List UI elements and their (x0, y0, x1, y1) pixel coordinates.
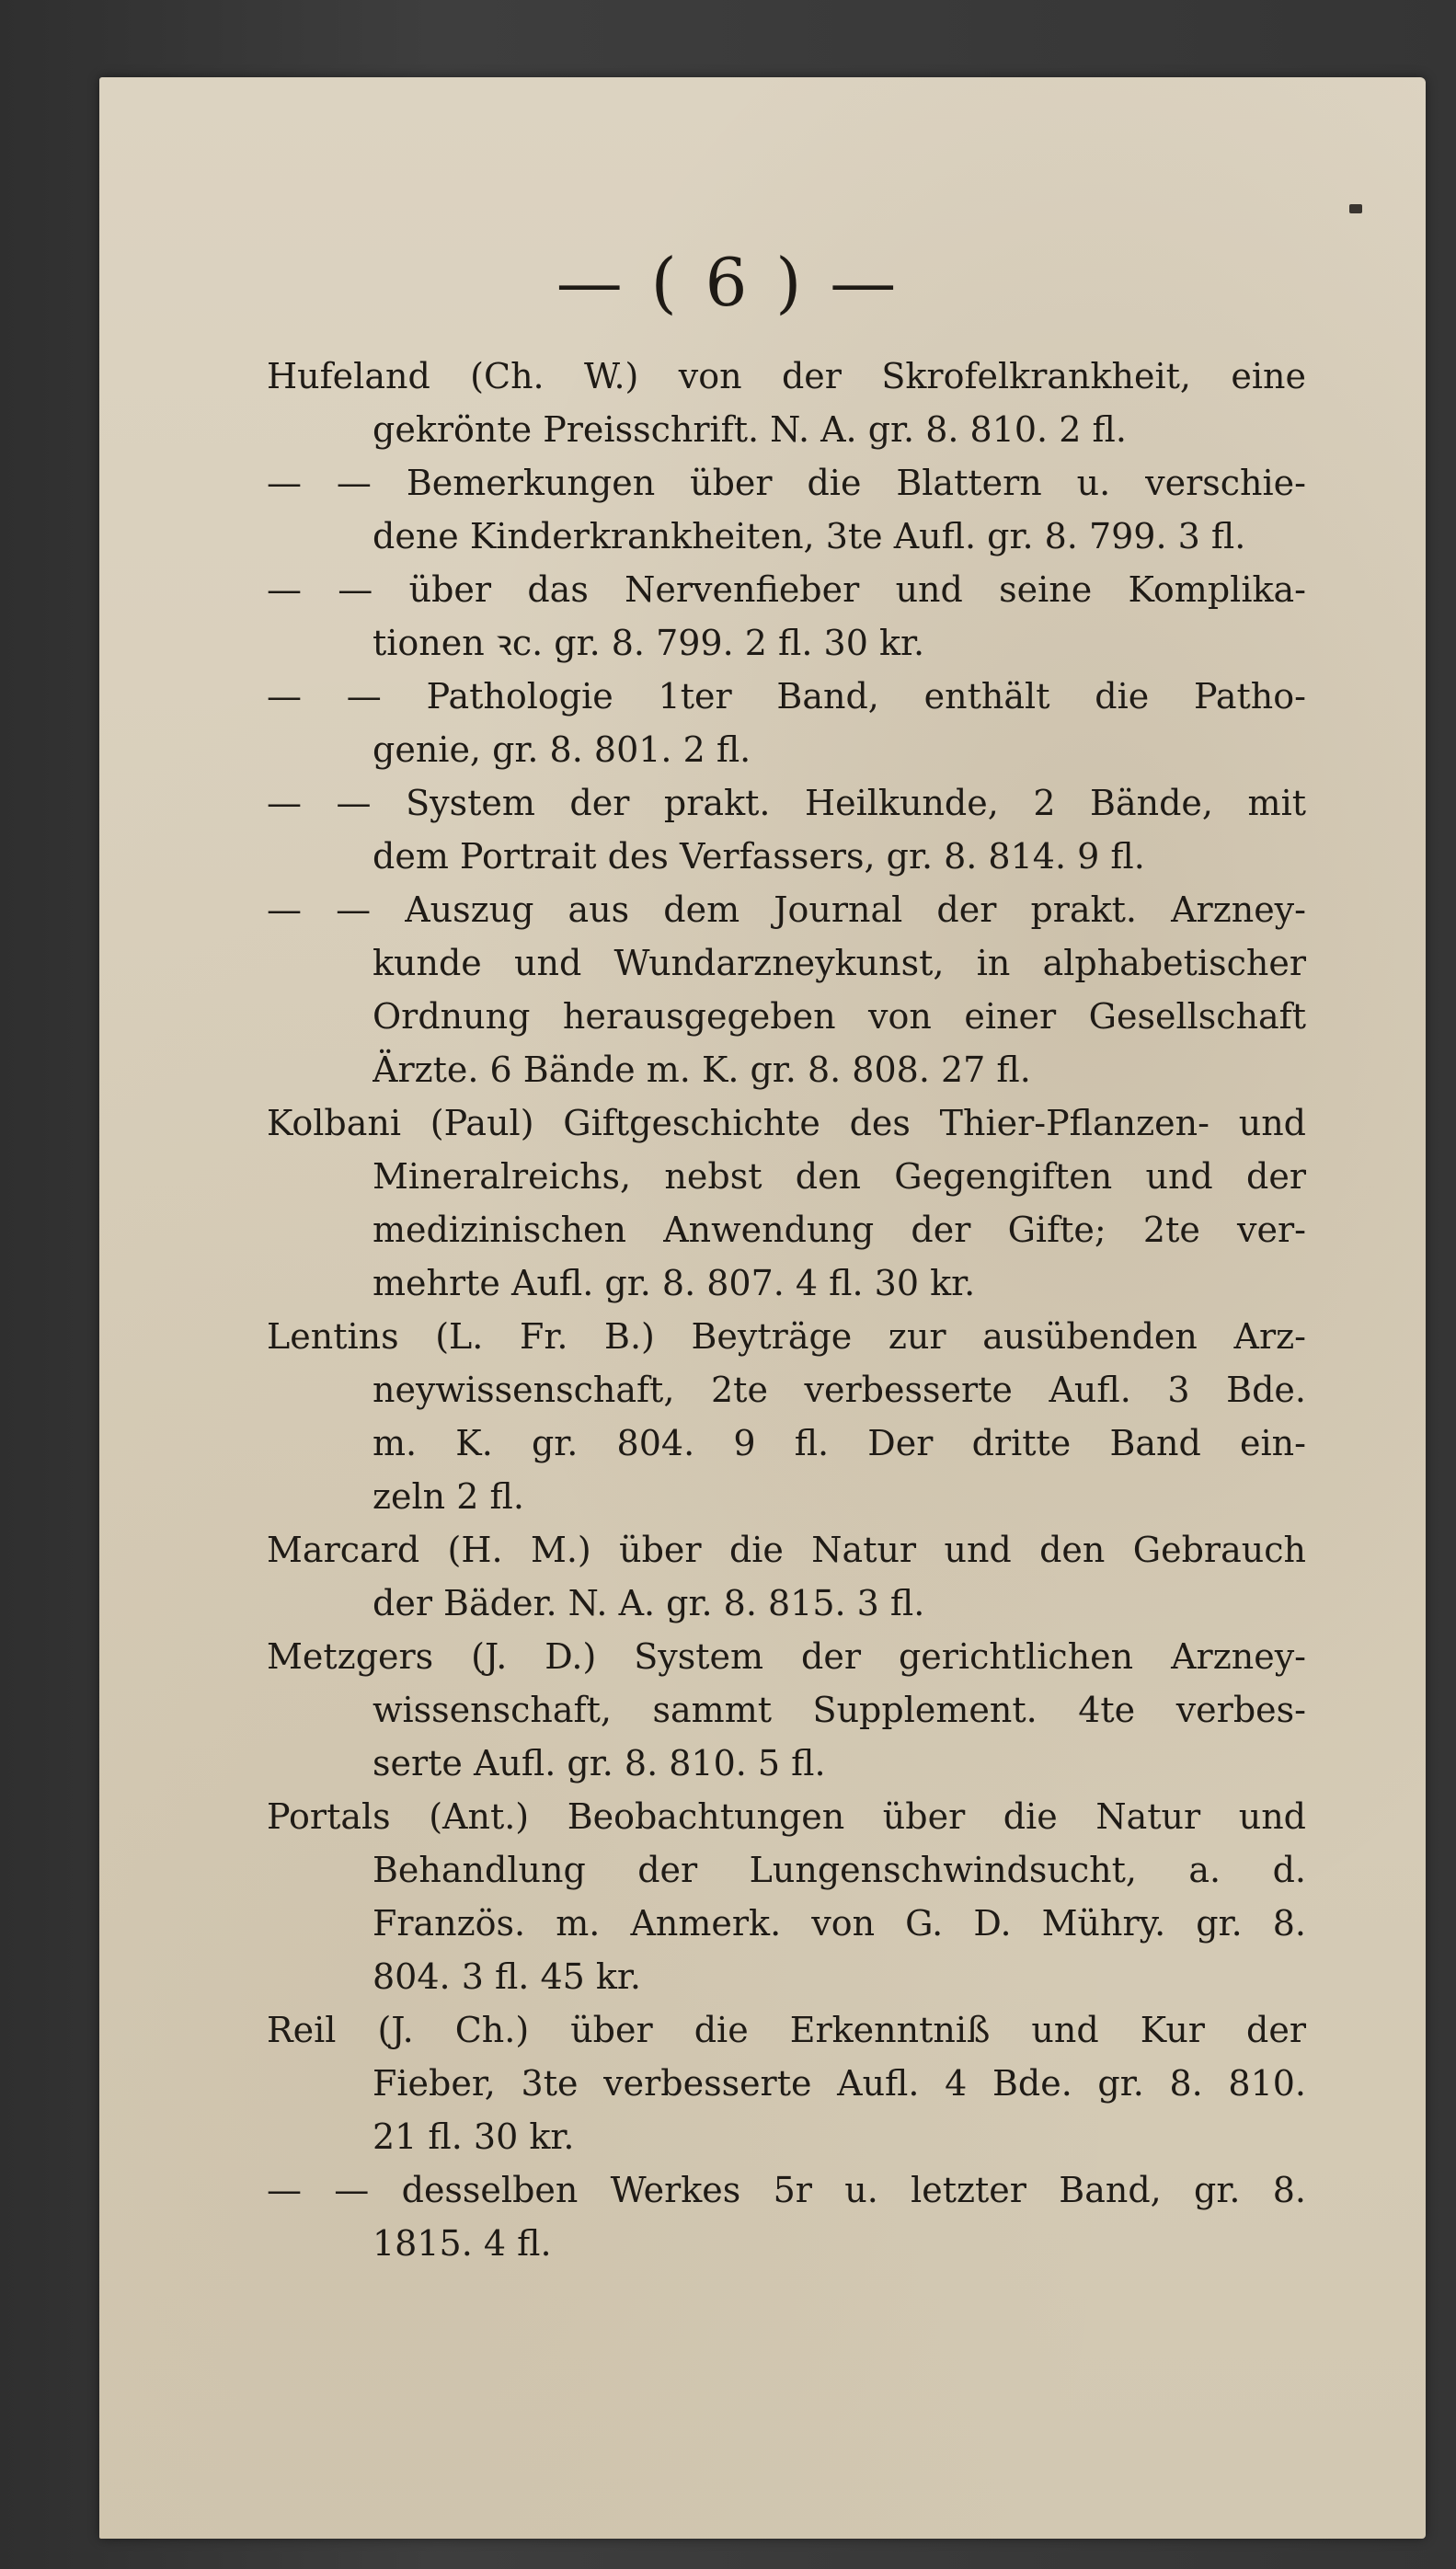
entry-line: Französ. m. Anmerk. von G. D. Mühry. gr. 8. (373, 1903, 1306, 1944)
entry-line: Fieber, 3te verbesserte Aufl. 4 Bde. gr. 8. 810. (373, 2063, 1306, 2104)
entry-line: kunde und Wundarzneykunst, in alphabetischer (373, 943, 1306, 983)
entry-line: 1815. 4 fl. (373, 2223, 552, 2264)
entry-line: Ordnung herausgegeben von einer Gesellschaft (373, 996, 1306, 1037)
entry-line: zeln 2 fl. (373, 1476, 524, 1517)
book-list (267, 350, 1306, 2270)
list-entry (267, 776, 1306, 883)
entry-line: genie, gr. 8. 801. 2 fl. (373, 729, 751, 770)
entry-line: der Bäder. N. A. gr. 8. 815. 3 fl. (373, 1583, 925, 1623)
entry-line: medizinischen Anwendung der Gifte; 2te ver- (373, 1210, 1306, 1250)
entry-line: Behandlung der Lungenschwindsucht, a. d. (373, 1850, 1306, 1890)
list-entry (267, 1630, 1306, 1790)
entry-line: Mineralreichs, nebst den Gegengiften und der (373, 1156, 1306, 1197)
entry-line: — — Auszug aus dem Journal der prakt. Arzney- (267, 889, 1306, 930)
entry-line: — — desselben Werkes 5r u. letzter Band, gr. 8. (267, 2170, 1306, 2210)
entry-line: — — über das Nervenfieber und seine Komplika- (267, 569, 1306, 610)
list-entry (267, 350, 1306, 456)
entry-line: Lentins (L. Fr. B.) Beyträge zur ausübenden Arz- (267, 1316, 1306, 1357)
entry-line: Reil (J. Ch.) über die Erkenntniß und Kur der (267, 2010, 1306, 2050)
entry-line: Metzgers (J. D.) System der gerichtlichen Arzney- (267, 1636, 1306, 1677)
entry-line: dene Kinderkrankheiten, 3te Aufl. gr. 8. 799. 3 fl. (373, 516, 1246, 556)
entry-line: — — System der prakt. Heilkunde, 2 Bände, mit (267, 783, 1306, 823)
list-entry (267, 1523, 1306, 1630)
list-entry (267, 1790, 1306, 2003)
entry-line: Portals (Ant.) Beobachtungen über die Natur und (267, 1796, 1306, 1837)
entry-line: m. K. gr. 804. 9 fl. Der dritte Band ein- (373, 1423, 1306, 1463)
page-number: — ( 6 ) — (556, 244, 900, 321)
list-entry (267, 563, 1306, 670)
entry-line: dem Portrait des Verfassers, gr. 8. 814. 9 fl. (373, 836, 1145, 877)
list-entry (267, 670, 1306, 776)
entry-line: serte Aufl. gr. 8. 810. 5 fl. (373, 1743, 826, 1783)
list-entry (267, 2163, 1306, 2270)
list-entry (267, 2003, 1306, 2163)
entry-line: Kolbani (Paul) Giftgeschichte des Thier-Pflanzen- und (267, 1103, 1306, 1143)
entry-line: 804. 3 fl. 45 kr. (373, 1956, 641, 1997)
entry-line: Hufeland (Ch. W.) von der Skrofelkrankheit, eine (267, 356, 1306, 396)
list-entry (267, 456, 1306, 563)
entry-line: — — Pathologie 1ter Band, enthält die Patho- (267, 676, 1306, 717)
list-entry (267, 1096, 1306, 1310)
entry-line: wissenschaft, sammt Supplement. 4te verbes- (373, 1690, 1306, 1730)
entry-line: neywissenschaft, 2te verbesserte Aufl. 3 Bde. (373, 1370, 1306, 1410)
ink-speck (1349, 204, 1362, 213)
entry-line: mehrte Aufl. gr. 8. 807. 4 fl. 30 kr. (373, 1263, 976, 1303)
list-entry (267, 1310, 1306, 1523)
entry-line: Marcard (H. M.) über die Natur und den Gebrauch (267, 1530, 1306, 1570)
entry-line: Ärzte. 6 Bände m. K. gr. 8. 808. 27 fl. (373, 1049, 1031, 1090)
entry-line: tionen ꝛc. gr. 8. 799. 2 fl. 30 kr. (373, 623, 925, 663)
entry-line: 21 fl. 30 kr. (373, 2116, 575, 2157)
entry-line: gekrönte Preisschrift. N. A. gr. 8. 810. 2 fl. (373, 409, 1127, 450)
list-entry (267, 883, 1306, 1096)
entry-line: — — Bemerkungen über die Blattern u. verschie- (267, 463, 1306, 503)
